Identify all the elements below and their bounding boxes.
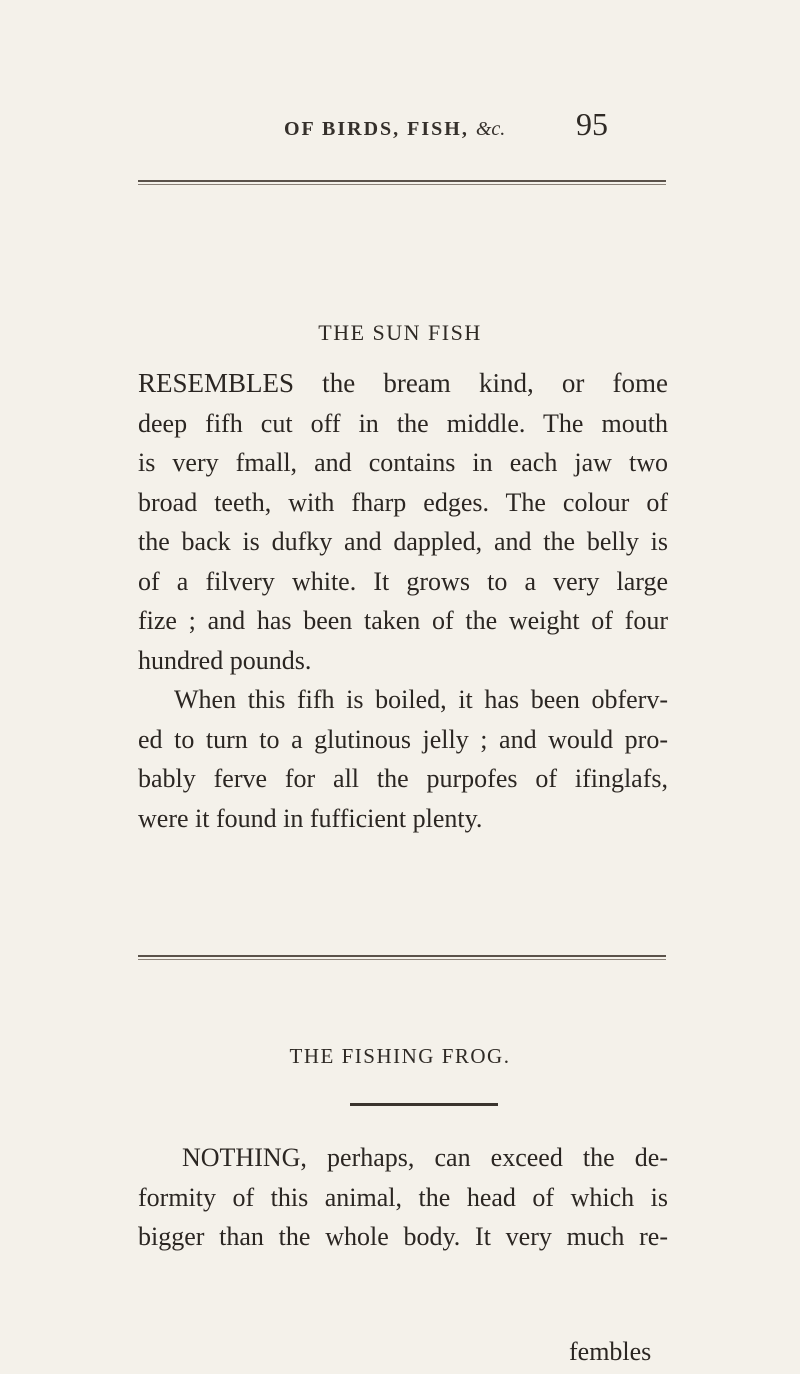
page-number: 95: [576, 106, 608, 142]
text-line: When this fifh is boiled, it has been obferv-: [174, 685, 668, 714]
divider-rule-thin: [138, 959, 666, 960]
running-head-etc: &c.: [475, 118, 506, 140]
section-heading-sun-fish: THE SUN FISH: [318, 320, 482, 345]
text-line: bigger than the whole body. It very much re-: [138, 1222, 668, 1251]
text-line: is very fmall, and contains in each jaw two: [138, 448, 668, 477]
section-heading-fishing-frog: THE FISHING FROG.: [289, 1044, 511, 1068]
section-divider-rule: [138, 955, 666, 962]
header-rule-thick: [138, 180, 666, 182]
text-line: NOTHING, perhaps, can exceed the de-: [182, 1143, 668, 1172]
divider-rule-thick: [138, 955, 666, 957]
header-rule-thin: [138, 184, 666, 185]
paragraph-fishing-frog: [138, 1138, 668, 1257]
header-rule: [138, 180, 666, 187]
text-line: fize ; and has been taken of the weight of four: [138, 606, 668, 635]
catchword: fembles: [569, 1337, 652, 1366]
text-line: RESEMBLES the bream kind, or fome: [138, 368, 668, 398]
running-head: [284, 118, 505, 141]
text-line: formity of this animal, the head of which is: [138, 1182, 668, 1212]
heading-underline-rule: [350, 1103, 498, 1106]
text-line: broad teeth, with fharp edges. The colour of: [138, 487, 668, 517]
running-head-text: OF BIRDS, FISH,: [284, 118, 469, 140]
text-line: deep fifh cut off in the middle. The mouth: [138, 408, 668, 438]
text-line: bably ferve for all the purpofes of ifinglafs,: [138, 764, 668, 793]
text-line: the back is dufky and dappled, and the belly is: [138, 527, 668, 556]
text-line: hundred pounds.: [138, 645, 312, 675]
text-line: were it found in fufficient plenty.: [138, 803, 483, 833]
text-line: ed to turn to a glutinous jelly ; and would pro-: [138, 724, 668, 754]
paragraph-sun-fish: [138, 364, 668, 838]
text-line: of a filvery white. It grows to a very large: [138, 566, 668, 596]
